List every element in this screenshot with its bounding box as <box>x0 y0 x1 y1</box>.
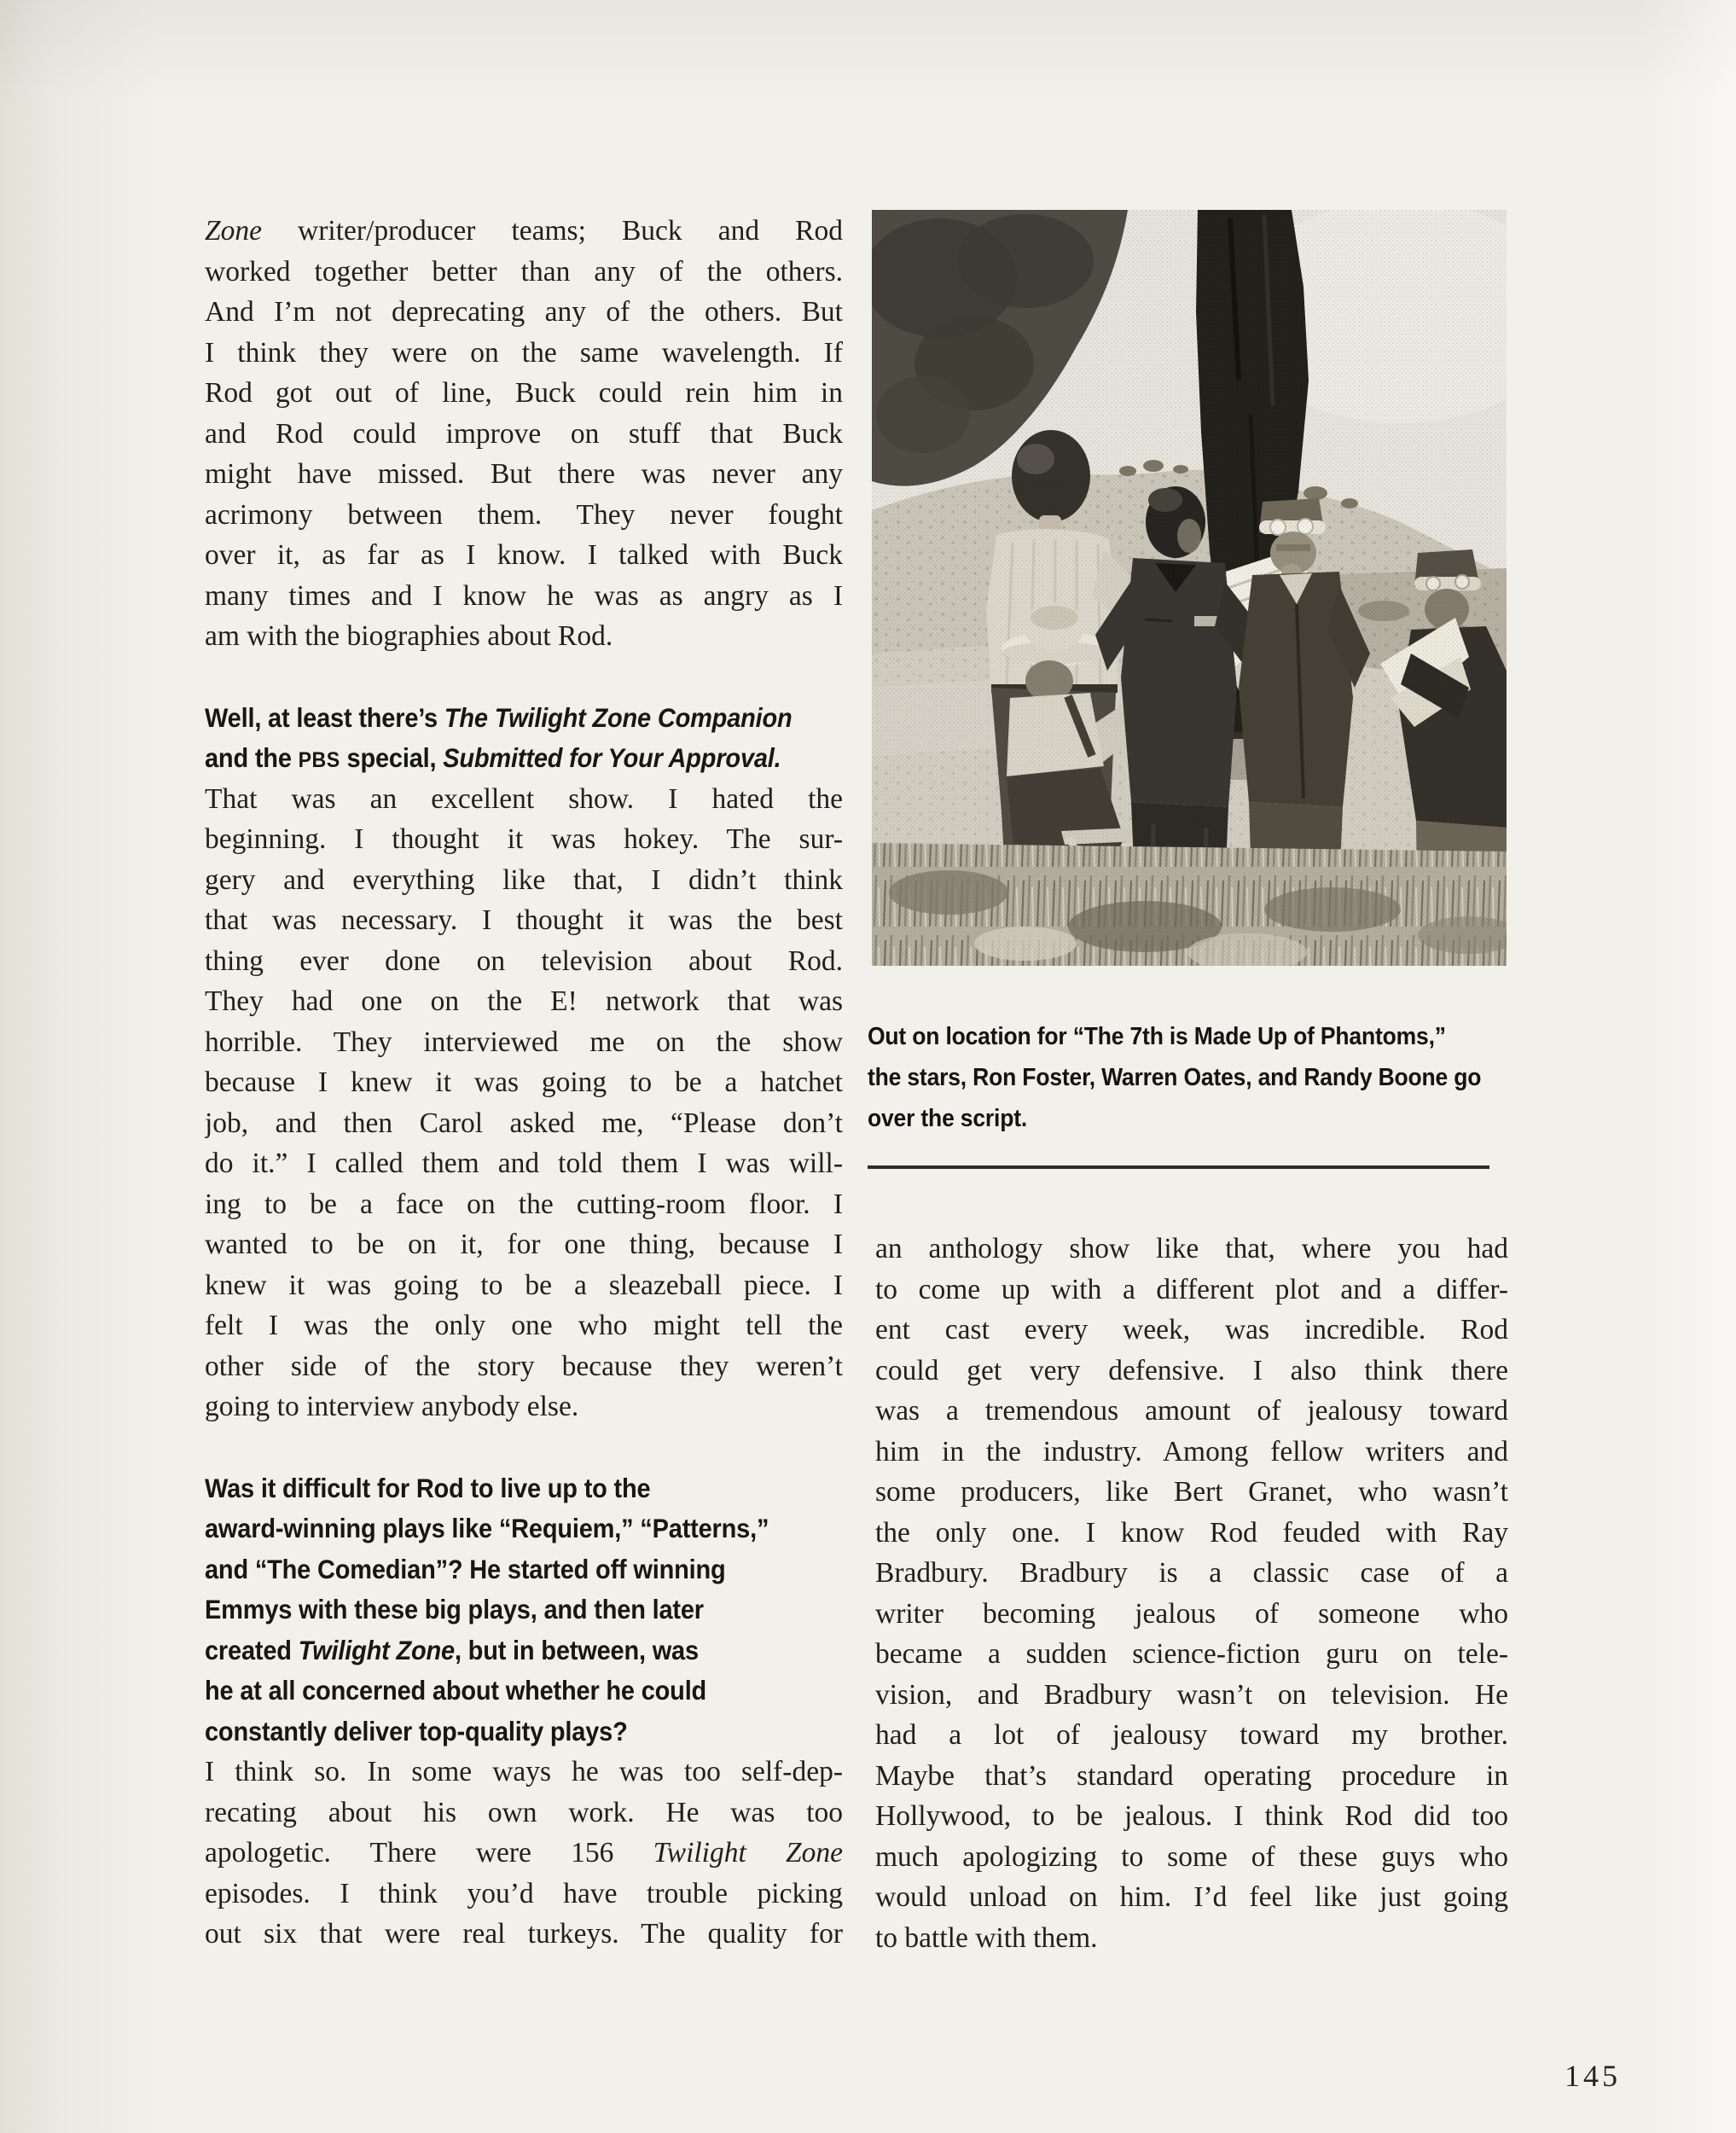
body-text-line <box>205 941 843 982</box>
body-text-line <box>205 1143 843 1184</box>
body-text-line <box>205 1833 843 1874</box>
page-number: 145 <box>1565 2059 1621 2093</box>
text-segment: was a tremendous amount of jealousy toward <box>875 1395 1508 1427</box>
body-text-line <box>205 211 843 252</box>
text-segment: other side of the story because they weren’t <box>205 1350 843 1382</box>
text-segment: Well, at least there’s <box>205 701 444 733</box>
text-segment: apologetic. There were 156 <box>205 1837 653 1869</box>
text-segment: created <box>205 1634 299 1665</box>
text-segment: PBS <box>298 748 340 772</box>
location-photo <box>872 210 1507 966</box>
body-text-line <box>205 819 843 860</box>
text-segment: episodes. I think you’d have trouble picking <box>205 1877 843 1909</box>
interview-answer <box>205 1752 843 1955</box>
text-segment: an anthology show like that, where you had <box>875 1233 1508 1264</box>
question-line <box>205 1468 792 1509</box>
gutter-shadow <box>0 0 188 2133</box>
text-segment: Emmys with these big plays, and then later <box>205 1594 704 1624</box>
body-text-line <box>205 1265 843 1306</box>
body-text-line <box>875 1877 1508 1918</box>
text-segment: Rod got out of line, Buck could rein him in <box>205 377 843 409</box>
interview-answer <box>875 1229 1508 1958</box>
text-segment: Maybe that’s standard operating procedure in <box>875 1759 1508 1792</box>
text-segment: Hollywood, to be jealous. I think Rod did too <box>875 1800 1508 1832</box>
text-segment: would unload on him. I’d feel like just going <box>875 1881 1508 1913</box>
text-segment: writer becoming jealous of someone who <box>875 1597 1508 1630</box>
text-segment: could get very defensive. I also think there <box>875 1354 1508 1386</box>
text-segment: him in the industry. Among fellow writers and <box>875 1435 1508 1468</box>
text-segment: Twilight Zone <box>298 1634 455 1665</box>
body-text-line <box>875 1756 1508 1797</box>
interview-question <box>205 1468 843 1752</box>
body-text-line <box>205 900 843 941</box>
body-text-line <box>875 1432 1508 1473</box>
text-segment: had a lot of jealousy toward my brother. <box>875 1719 1508 1751</box>
text-segment: going to interview anybody else. <box>205 1391 579 1422</box>
top-edge-shadow <box>0 0 1736 119</box>
question-line <box>205 1590 792 1630</box>
body-text-line <box>875 1229 1508 1270</box>
body-text-line <box>205 1103 843 1144</box>
left-text-column <box>205 211 843 1955</box>
body-text-line <box>205 616 843 657</box>
text-segment: ing to be a face on the cutting-room floor. I <box>205 1188 843 1220</box>
text-segment: job, and then Carol asked me, “Please don’t <box>205 1107 843 1139</box>
body-text-line <box>205 1305 843 1346</box>
body-text-line <box>205 414 843 455</box>
text-segment: And I’m not deprecating any of the others. But <box>205 296 843 328</box>
body-text-line <box>205 1184 843 1225</box>
text-segment: gery and everything like that, I didn’t think <box>205 863 843 896</box>
text-segment: to come up with a different plot and a differ- <box>875 1273 1508 1305</box>
text-segment: writer/producer teams; Buck and Rod <box>262 215 843 247</box>
body-text-line <box>205 981 843 1022</box>
text-segment: recating about his own work. He was too <box>205 1796 843 1828</box>
body-text-line <box>205 333 843 374</box>
text-segment: wanted to be on it, for one thing, because I <box>205 1229 843 1260</box>
body-text-line <box>205 1022 843 1063</box>
text-segment: thing ever done on television about Rod. <box>205 944 843 977</box>
interview-question <box>205 698 843 779</box>
text-segment: he at all concerned about whether he could <box>205 1675 707 1706</box>
text-segment: that was necessary. I thought it was the best <box>205 904 843 936</box>
text-segment: knew it was going to be a sleazeball piece. I <box>205 1269 843 1301</box>
text-segment: Zone <box>205 215 262 247</box>
text-segment: the only one. I know Rod feuded with Ray <box>875 1516 1508 1549</box>
question-line <box>205 1630 792 1671</box>
text-segment: ent cast every week, was incredible. Rod <box>875 1314 1508 1345</box>
text-segment: and the <box>205 742 299 773</box>
photo-caption <box>868 1016 1499 1139</box>
body-text-line <box>875 1634 1508 1675</box>
body-text-line <box>205 252 843 293</box>
text-segment: award-winning plays like “Requiem,” “Patterns,” <box>205 1513 769 1543</box>
caption-line: the stars, Ron Foster, Warren Oates, and Randy Boone go <box>868 1064 1482 1091</box>
interview-answer <box>205 211 843 657</box>
text-segment: The Twilight Zone Companion <box>444 701 793 733</box>
body-text-line <box>875 1715 1508 1756</box>
body-text-line <box>875 1837 1508 1878</box>
text-segment: am with the biographies about Rod. <box>205 620 613 652</box>
body-text-line <box>875 1310 1508 1351</box>
text-segment: over it, as far as I know. I talked with Buck <box>205 539 843 571</box>
body-text-line <box>205 454 843 495</box>
text-segment: beginning. I thought it was hokey. The sur- <box>205 823 843 855</box>
body-text-line <box>875 1270 1508 1311</box>
body-text-line <box>205 535 843 576</box>
text-segment: might have missed. But there was never any <box>205 458 843 490</box>
body-text-line <box>875 1553 1508 1594</box>
body-text-line <box>875 1351 1508 1392</box>
body-text-line <box>205 373 843 414</box>
text-segment: vision, and Bradbury wasn’t on television. He <box>875 1678 1508 1711</box>
text-segment: do it.” I called them and told them I was will- <box>205 1148 843 1179</box>
text-segment: special, <box>340 742 444 773</box>
text-segment: , but in between, was <box>454 1634 699 1665</box>
question-line <box>205 1712 792 1752</box>
body-text-line <box>875 1918 1508 1959</box>
body-text-line <box>205 1062 843 1103</box>
text-segment: and Rod could improve on stuff that Buck <box>205 417 843 450</box>
text-segment: to battle with them. <box>875 1921 1098 1954</box>
text-segment: Twilight Zone <box>653 1837 843 1869</box>
body-text-line <box>205 1914 843 1955</box>
text-segment: much apologizing to some of these guys who <box>875 1840 1508 1873</box>
text-segment: because I knew it was going to be a hatchet <box>205 1066 843 1098</box>
body-text-line <box>205 1224 843 1265</box>
text-segment: They had one on the E! network that was <box>205 985 843 1017</box>
right-edge-highlight <box>1634 0 1736 2133</box>
text-segment: Bradbury. Bradbury is a classic case of a <box>875 1557 1508 1589</box>
body-text-line <box>205 860 843 901</box>
text-segment: constantly deliver top-quality plays? <box>205 1715 628 1747</box>
body-text-line <box>875 1391 1508 1432</box>
body-text-line <box>875 1594 1508 1635</box>
question-line <box>205 1549 792 1590</box>
text-segment: I think so. In some ways he was too self-dep- <box>205 1756 843 1787</box>
text-segment: acrimony between them. They never fought <box>205 498 843 531</box>
body-text-line <box>875 1796 1508 1837</box>
body-text-line <box>875 1513 1508 1554</box>
body-text-line <box>205 1752 843 1793</box>
body-text-line <box>205 576 843 617</box>
body-text-line <box>875 1675 1508 1716</box>
question-line <box>205 738 792 779</box>
text-segment: became a sudden science-fiction guru on tele- <box>875 1638 1508 1670</box>
text-segment: horrible. They interviewed me on the show <box>205 1026 843 1058</box>
text-segment: Submitted for Your Approval. <box>443 742 781 773</box>
body-text-line <box>205 1346 843 1387</box>
text-segment: worked together better than any of the others. <box>205 255 843 288</box>
location-photo-art <box>872 210 1507 966</box>
caption-line: Out on location for “The 7th is Made Up of Phantoms,” <box>868 1023 1446 1050</box>
text-segment: felt I was the only one who might tell the <box>205 1310 843 1341</box>
body-text-line <box>875 1472 1508 1513</box>
body-text-line <box>205 495 843 536</box>
body-text-line <box>205 1793 843 1834</box>
text-segment: out six that were real turkeys. The quality for <box>205 1918 843 1950</box>
body-text-line <box>205 1874 843 1915</box>
body-text-line <box>205 1386 843 1427</box>
text-segment: many times and I know he was as angry as I <box>205 579 843 612</box>
question-line <box>205 1671 792 1712</box>
body-text-line <box>205 292 843 333</box>
text-segment: Was it difficult for Rod to live up to the <box>205 1472 651 1503</box>
question-line <box>205 698 792 739</box>
text-segment: I think they were on the same wavelength. If <box>205 336 843 369</box>
caption-line: over the script. <box>868 1105 1028 1132</box>
text-segment: That was an excellent show. I hated the <box>205 782 843 815</box>
body-text-line <box>205 779 843 820</box>
right-text-column <box>875 1229 1508 1958</box>
interview-answer <box>205 779 843 1427</box>
question-line <box>205 1508 792 1549</box>
text-segment: some producers, like Bert Granet, who wasn’t <box>875 1476 1508 1508</box>
divider-rule <box>868 1165 1489 1169</box>
text-segment: and “The Comedian”? He started off winning <box>205 1553 726 1584</box>
